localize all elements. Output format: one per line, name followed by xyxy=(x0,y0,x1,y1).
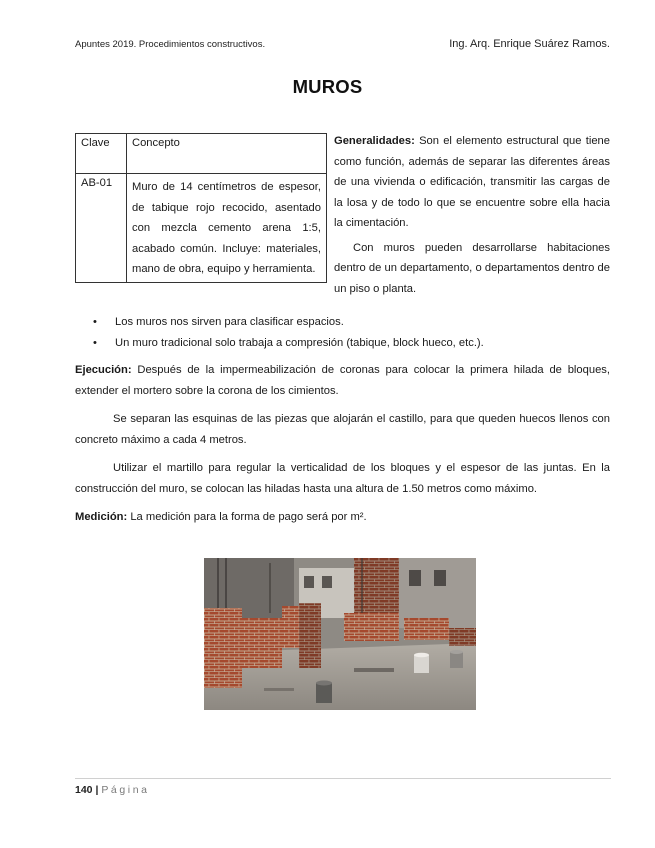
table-header-concepto: Concepto xyxy=(127,134,327,174)
bullet-icon: • xyxy=(93,336,97,349)
list-item xyxy=(75,312,615,333)
ejecucion-paragraph xyxy=(75,360,610,401)
generalidades-section xyxy=(334,131,610,299)
table-header-clave: Clave xyxy=(76,134,127,174)
page-footer xyxy=(75,784,150,796)
page-title: MUROS xyxy=(292,76,363,97)
medicion-label: Medición: xyxy=(75,511,128,523)
list-item xyxy=(75,333,615,354)
table-header-row xyxy=(76,134,327,174)
page-number: 140 xyxy=(75,784,93,796)
list-item-text: Los muros nos sirven para clasificar espacios. xyxy=(115,316,344,328)
concept-table xyxy=(75,133,327,283)
page-word: Página xyxy=(101,784,150,796)
construction-photo xyxy=(204,558,476,710)
header-course-title: Apuntes 2019. Procedimientos constructivos. xyxy=(75,39,266,50)
table-cell-concepto: Muro de 14 centímetros de espesor, de tabique rojo recocido, asentado con mezcla cemento arena 1:5, acabado común. Incluye: materiales, mano de obra, equipo y herramienta. xyxy=(127,174,327,283)
generalidades-paragraph-2: Con muros pueden desarrollarse habitaciones dentro de un departamento, o departamentos dentro de un piso o planta. xyxy=(334,241,610,295)
generalidades-text: Son el elemento estructural que tiene como función, además de separar las diferentes áreas de una vivienda o edificación, transmitir las cargas de la losa y de todo lo que se encuentre sobre ella hacia la cimentación. xyxy=(334,135,610,229)
ejecucion-paragraph-2: Se separan las esquinas de las piezas que alojarán el castillo, para que queden huecos llenos con concreto máximo a cada 4 metros. xyxy=(75,413,610,446)
table-cell-clave: AB-01 xyxy=(76,174,127,283)
brick-wall-construction-image xyxy=(204,558,476,710)
ejecucion-paragraph-3: Utilizar el martillo para regular la verticalidad de los bloques y el espesor de las juntas. En la construcción del muro, se colocan las hiladas hasta una altura de 1.50 metros como máximo. xyxy=(75,462,610,495)
ejecucion-label: Ejecución: xyxy=(75,364,132,376)
bullet-icon: • xyxy=(93,316,97,328)
generalidades-paragraph xyxy=(334,131,610,234)
footer-divider xyxy=(75,778,611,779)
bullet-list xyxy=(75,312,615,353)
table-row xyxy=(76,174,327,283)
list-item-text: Un muro tradicional solo trabaja a compresión (tabique, block hueco, etc.). xyxy=(115,336,484,349)
medicion-paragraph xyxy=(75,507,610,528)
body-text xyxy=(75,360,610,536)
footer-separator: | xyxy=(92,784,102,796)
generalidades-label: Generalidades: xyxy=(334,135,415,147)
header-author: Ing. Arq. Enrique Suárez Ramos. xyxy=(449,38,610,50)
medicion-text: La medición para la forma de pago será por m². xyxy=(127,511,367,523)
ejecucion-text: Después de la impermeabilización de coronas para colocar la primera hilada de bloques, extender el mortero sobre la corona de los cimientos. xyxy=(75,364,610,397)
